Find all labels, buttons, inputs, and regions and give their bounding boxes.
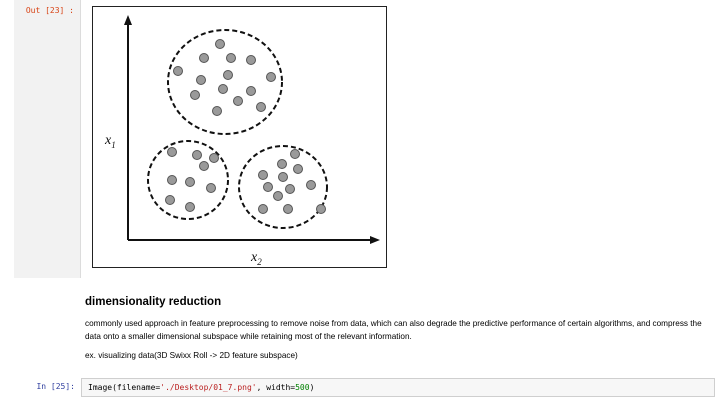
point	[279, 173, 288, 182]
point	[267, 73, 276, 82]
point	[200, 54, 209, 63]
point	[307, 181, 316, 190]
cluster-top-boundary	[168, 30, 282, 134]
clusters-figure	[92, 6, 387, 268]
point	[259, 171, 268, 180]
point	[294, 165, 303, 174]
point	[291, 150, 300, 159]
section-heading: dimensionality reduction	[85, 296, 222, 308]
input-prompt: In [25]:	[36, 382, 75, 391]
point	[227, 54, 236, 63]
code-middle: , width=	[256, 383, 296, 392]
code-string: './Desktop/01_7.png'	[160, 383, 257, 392]
point	[168, 176, 177, 185]
point	[186, 203, 195, 212]
point	[186, 178, 195, 187]
cluster-top-points	[174, 40, 276, 116]
input-cell[interactable]	[0, 378, 720, 398]
point	[274, 192, 283, 201]
point	[259, 205, 268, 214]
point	[174, 67, 183, 76]
x-axis-arrow	[370, 236, 380, 244]
point	[193, 151, 202, 160]
point	[278, 160, 287, 169]
point	[317, 205, 326, 214]
point	[219, 85, 228, 94]
point	[166, 196, 175, 205]
y-axis-label: $x_1$	[105, 133, 116, 150]
point	[207, 184, 216, 193]
code-end: )	[309, 383, 315, 392]
clusters-plot	[93, 7, 385, 266]
point	[200, 162, 209, 171]
point	[286, 185, 295, 194]
point	[224, 71, 233, 80]
point	[234, 97, 243, 106]
description-paragraph: commonly used approach in feature preprocessing to remove noise from data, which can also degrade the predictive performance of certain algorithms, and compress the data onto a smaller dimensional subspace while retaining most of the relevant information.	[85, 319, 702, 341]
point	[247, 87, 256, 96]
point	[168, 148, 177, 157]
point	[213, 107, 222, 116]
point	[210, 154, 219, 163]
example-paragraph: ex. visualizing data(3D Swixx Roll -> 2D feature subspace)	[85, 351, 298, 360]
output-prompt: Out [23] :	[25, 6, 74, 15]
x-axis-label: $x_2$	[251, 250, 262, 266]
y-axis-arrow	[124, 15, 132, 25]
point	[247, 56, 256, 65]
code-number: 500	[295, 383, 310, 392]
output-prompt-area	[14, 0, 81, 278]
point	[197, 76, 206, 85]
code-editor[interactable]	[81, 378, 715, 397]
point	[257, 103, 266, 112]
point	[284, 205, 293, 214]
point	[216, 40, 225, 49]
cluster-left-points	[166, 148, 219, 212]
markdown-cell	[85, 296, 715, 363]
code-function: Image(filename=	[88, 383, 161, 392]
point	[264, 183, 273, 192]
point	[191, 91, 200, 100]
